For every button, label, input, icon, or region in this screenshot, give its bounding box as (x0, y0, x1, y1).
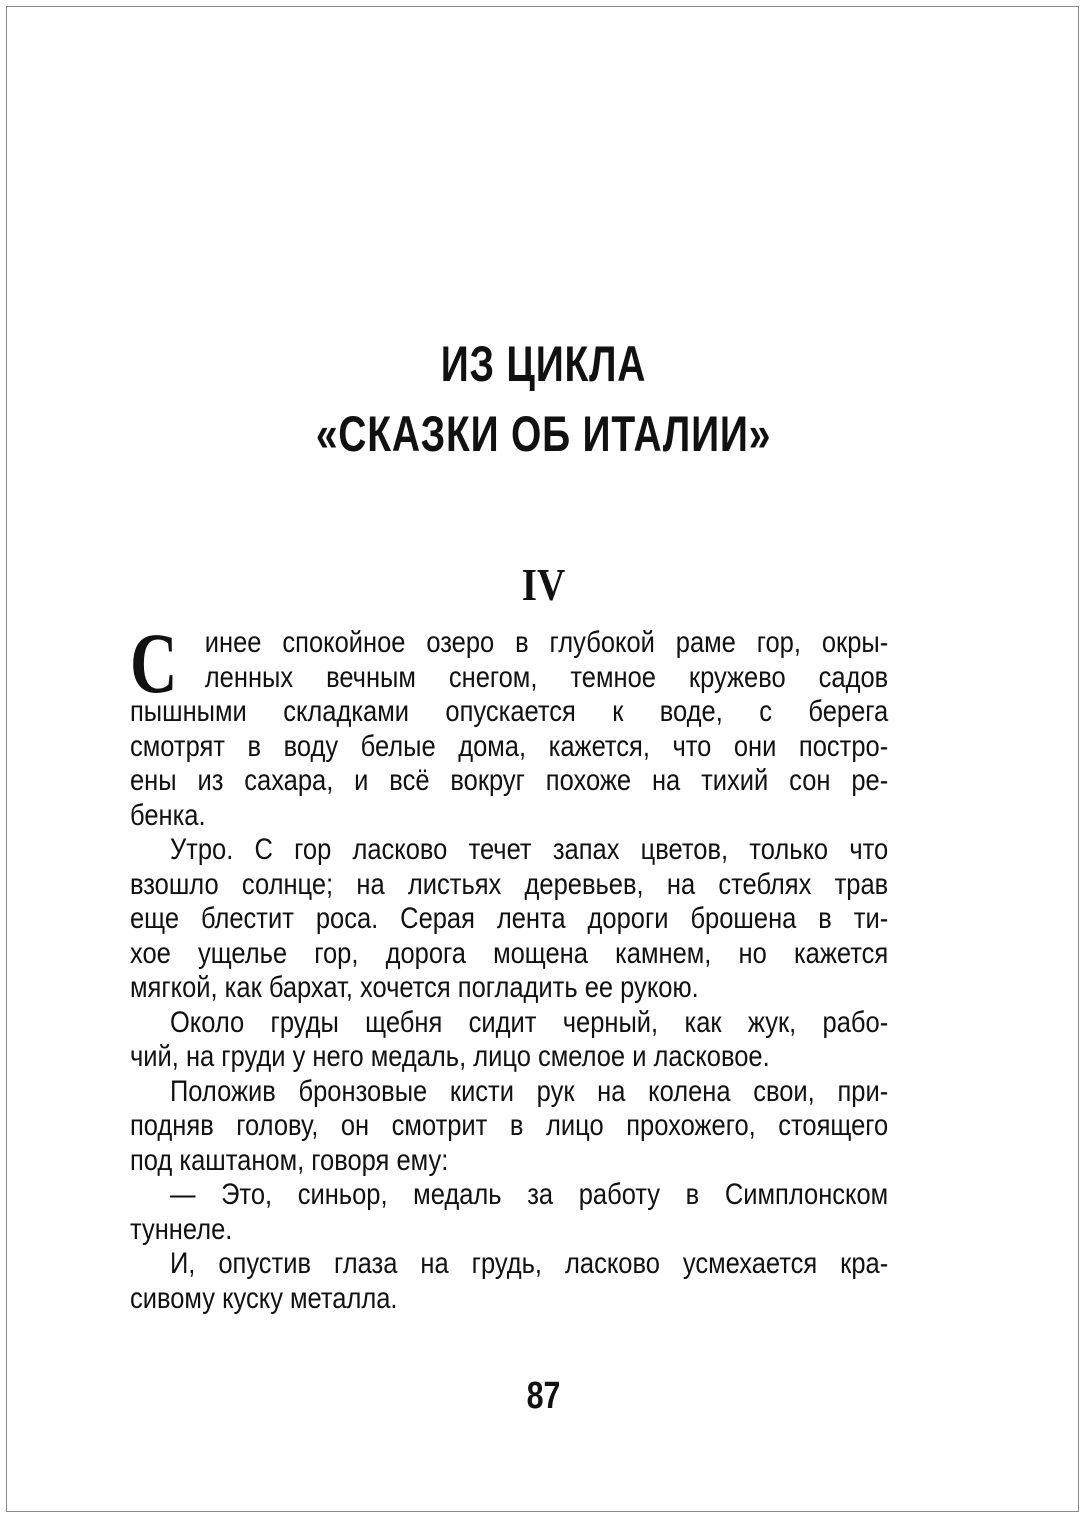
text-line: ены из сахара, и всё вокруг похоже на тихий сон ре- (130, 764, 889, 797)
text-line: Положив бронзовые кисти рук на колена свои, при- (169, 1074, 889, 1108)
text-line: взошло солнце; на листьях деревьев, на стеблях трав (130, 867, 889, 901)
text-line: сивому куску металла. (130, 1281, 398, 1315)
paragraph (130, 615, 889, 833)
text-line: инее спокойное озеро в глубокой раме гор, окры- (204, 626, 889, 659)
drop-cap: С (130, 615, 178, 711)
text-line: еще блестит роса. Серая лента дороги брошена в ти- (130, 902, 889, 935)
paragraph (130, 1178, 888, 1247)
section-number: IV (521, 559, 566, 610)
text-line: — Это, синьор, медаль за работу в Симплонском (169, 1178, 889, 1211)
text-line: чий, на груди у него медаль, лицо смелое и ласковое. (130, 1040, 770, 1073)
text-line: хое ущелье гор, дорога мощена камнем, но кажется (130, 936, 889, 970)
text-line: ленных вечным снегом, темное кружево садов (204, 660, 889, 694)
text-line: Утро. С гор ласково течет запах цветов, только что (169, 833, 889, 866)
text-line: бенка. (130, 798, 206, 832)
body-text (130, 615, 889, 1316)
chapter-title-line-2: «СКАЗКИ ОБ ИТАЛИИ» (315, 406, 772, 462)
text-line: подняв голову, он смотрит в лицо прохожего, стоящего (130, 1109, 889, 1142)
text-line: туннеле. (130, 1212, 233, 1246)
paragraph (130, 1006, 888, 1075)
paragraph (130, 1075, 888, 1179)
chapter-title-line-1: ИЗ ЦИКЛА (440, 336, 647, 392)
text-line: под каштаном, говоря ему: (130, 1143, 449, 1177)
paragraph (130, 833, 888, 1006)
text-line: смотрят в воду белые дома, кажется, что они постро- (130, 729, 889, 763)
text-line: мягкой, как бархат, хочется погладить ее рукою. (130, 971, 699, 1004)
text-line: Около груды щебня сидит черный, как жук, рабо- (169, 1005, 889, 1039)
text-line: И, опустив глаза на грудь, ласково усмехается кра- (169, 1247, 889, 1280)
paragraph (130, 1247, 888, 1316)
page-number: 87 (526, 1375, 561, 1417)
text-line: пышными складками опускается к воде, с берега (130, 695, 889, 728)
